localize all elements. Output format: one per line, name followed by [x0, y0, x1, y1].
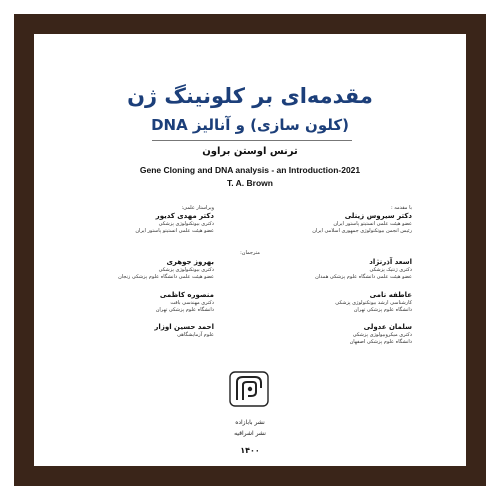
translator-6-name: احمد حسین اوزار — [154, 323, 214, 331]
translator-2-info-2: عضو هیئت علمی دانشگاه علوم پزشکی زنجان — [118, 274, 214, 280]
translator-6 — [44, 323, 214, 339]
publisher-line-1: نشر بابازاده — [235, 419, 265, 426]
intro-person — [242, 212, 412, 235]
title-divider — [152, 140, 352, 141]
translator-1-info-2: عضو هیئت علمی دانشگاه علوم پزشکی همدان — [315, 274, 412, 280]
editor-person — [44, 212, 214, 235]
translator-2 — [44, 258, 214, 281]
intro-person-name: دکتر سیروس زینلی — [344, 212, 412, 220]
translator-1-name: اسعد آذرنژاد — [369, 258, 412, 266]
english-title: Gene Cloning and DNA analysis - an Introduction-2021 — [139, 165, 361, 175]
translator-3-info-2: دانشگاه علوم پزشکی تهران — [353, 307, 412, 313]
translator-3 — [242, 291, 412, 314]
intro-person-info-2: رئیس انجمن بیوتکنولوژی جمهوری اسلامی ایران — [312, 228, 412, 234]
translator-5-name: سلمان عدولی — [363, 323, 412, 331]
book-subtitle: (کلون سازی) و آنالیز DNA — [151, 116, 349, 134]
translators-label: مترجمان: — [240, 250, 260, 256]
translator-2-name: بهروز جوهری — [166, 258, 214, 266]
intro-label: با مقدمه : — [391, 205, 412, 211]
translator-4-info-1: دکتری مهندسی بافت — [170, 300, 214, 306]
book-cover — [34, 34, 466, 466]
editor-person-info-2: عضو هیئت علمی انستیتو پاستور ایران — [135, 228, 214, 234]
translator-4-info-2: دانشگاه علوم پزشکی تهران — [155, 307, 214, 313]
book-title: مقدمه‌ای بر کلونینگ ژن — [127, 84, 373, 108]
translator-5 — [242, 323, 412, 346]
publication-year: ۱۴۰۰ — [240, 446, 260, 455]
editor-person-name: دکتر مهدی کدیور — [155, 212, 214, 220]
translator-5-info-2: دانشگاه علوم پزشکی اصفهان — [349, 339, 412, 345]
translator-5-info-1: دکتری میکروبیولوژی پزشکی — [352, 332, 412, 338]
editor-label: ویراستار علمی: — [181, 205, 214, 211]
translator-1 — [242, 258, 412, 281]
translator-1-info-1: دکتری ژنتیک پزشکی — [369, 267, 412, 273]
translator-3-name: عاطفه نامی — [369, 291, 412, 299]
author-persian: ترنس اوستن براون — [202, 146, 298, 157]
translator-3-info-1: کارشناسی ارشد بیوتکنولوژی پزشکی — [335, 300, 412, 306]
english-author: T. A. Brown — [227, 178, 273, 188]
publisher-logo-icon — [227, 370, 271, 408]
publisher-line-2: نشر اشراقیه — [234, 430, 266, 437]
translator-2-info-1: دکتری بیوتکنولوژی پزشکی — [158, 267, 214, 273]
translator-4-name: منصوره کاظمی — [159, 291, 214, 299]
translator-4 — [44, 291, 214, 314]
intro-person-info-1: عضو هیئت علمی انستیتو پاستور ایران — [333, 221, 412, 227]
translator-6-info-1: علوم آزمایشگاهی — [177, 332, 214, 338]
editor-person-info-1: دکتری بیوتکنولوژی پزشکی — [158, 221, 214, 227]
